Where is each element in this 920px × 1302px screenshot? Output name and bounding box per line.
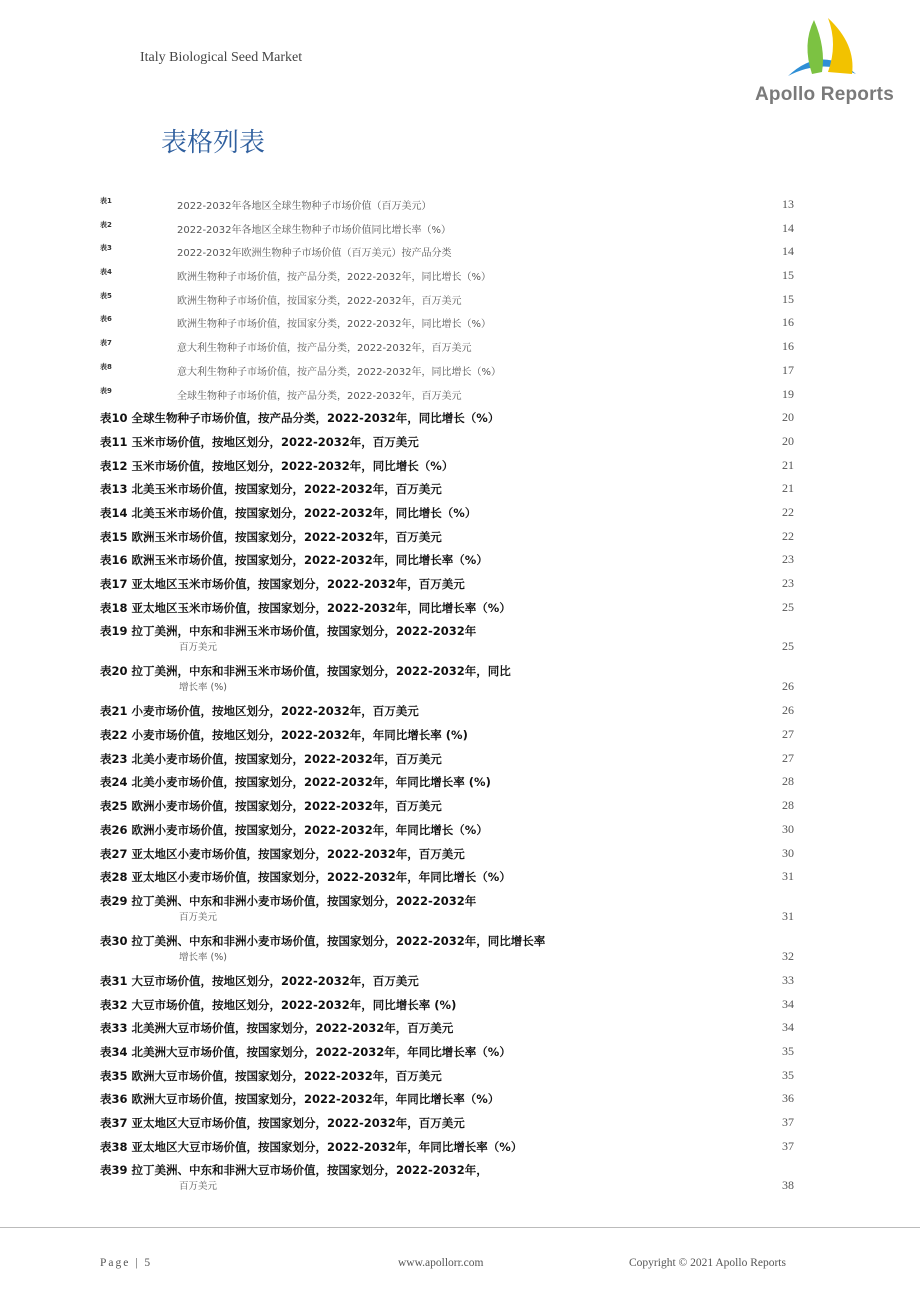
toc-table-title: 欧洲生物种子市场价值，按国家分类，2022-2032年，百万美元 [177,295,462,307]
toc-table-title: 意大利生物种子市场价值，按产品分类，2022-2032年，同比增长（%） [177,366,502,378]
page-heading: 表格列表 [161,128,266,158]
toc-row[interactable] [100,1113,800,1137]
toc-table-title: 表21 小麦市场价值，按地区划分，2022-2032年，百万美元 [100,704,419,719]
toc-row[interactable] [100,891,800,931]
toc-page-number: 35 [782,1043,794,1058]
toc-row[interactable] [100,796,800,820]
toc-table-title: 表11 玉米市场价值，按地区划分，2022-2032年，百万美元 [100,434,419,449]
toc-row[interactable] [100,290,800,314]
toc-row[interactable] [100,1137,800,1161]
toc-row[interactable] [100,550,800,574]
toc-table-title: 表13 北美玉米市场价值，按国家划分，2022-2032年，百万美元 [100,482,442,497]
footer-copyright: Copyright © 2021 Apollo Reports [629,1257,786,1269]
toc-table-title: 表14 北美玉米市场价值，按国家划分，2022-2032年，同比增长（%） [100,505,477,520]
toc-table-title: 表38 亚太地区大豆市场价值，按国家划分，2022-2032年，年同比增长率（%） [100,1139,523,1154]
toc-table-title: 2022-2032年各地区全球生物种子市场价值同比增长率（%） [177,224,452,236]
toc-page-number: 37 [782,1138,794,1153]
toc-row[interactable] [100,725,800,749]
toc-table-title: 表15 欧洲玉米市场价值，按国家划分，2022-2032年，百万美元 [100,529,442,544]
toc-page-number: 37 [782,1115,794,1129]
toc-page-number: 23 [782,552,794,567]
toc-table-number: 表4 [100,268,112,277]
toc-row[interactable] [100,772,800,796]
toc-table-title: 表23 北美小麦市场价值，按国家划分，2022-2032年，百万美元 [100,751,442,766]
toc-table-title: 表30 拉丁美洲、中东和非洲小麦市场价值，按国家划分，2022-2032年，同比增长率 [100,933,546,948]
toc-page-number: 14 [782,244,794,259]
toc-row[interactable] [100,574,800,598]
toc-page-number: 30 [782,845,794,860]
toc-row[interactable] [100,661,800,701]
footer-website: www.apollorr.com [398,1257,484,1269]
toc-page-number: 14 [782,220,794,235]
toc-row[interactable] [100,1018,800,1042]
toc-table-title: 表12 玉米市场价值，按地区划分，2022-2032年，同比增长（%） [100,458,454,473]
toc-page-number: 27 [782,727,794,742]
toc-table-title: 表22 小麦市场价值，按地区划分，2022-2032年，年同比增长率 (%) [100,728,468,743]
toc-table-title: 表27 亚太地区小麦市场价值，按国家划分，2022-2032年，百万美元 [100,846,465,861]
toc-row[interactable] [100,242,800,266]
toc-table-title: 意大利生物种子市场价值，按产品分类，2022-2032年，百万美元 [177,343,472,355]
toc-table-title: 表17 亚太地区玉米市场价值，按国家划分，2022-2032年，百万美元 [100,577,465,591]
toc-table-title-continued: 增长率 (%) [179,682,227,694]
toc-page-number: 21 [782,457,794,472]
toc-page-number: 38 [782,1178,794,1193]
toc-table-number: 表1 [100,197,112,205]
toc-page-number: 31 [782,869,794,884]
toc-table-number: 表9 [100,386,112,395]
toc-page-number: 20 [782,410,794,425]
toc-page-number: 17 [782,362,794,377]
toc-table-title-continued: 百万美元 [179,642,218,654]
toc-row[interactable] [100,527,800,551]
toc-table-title: 表34 北美洲大豆市场价值，按国家划分，2022-2032年，年同比增长率（%） [100,1044,511,1059]
toc-table-number: 表7 [100,339,112,348]
header-title: Italy Biological Seed Market [140,50,303,65]
toc-table-number: 表2 [100,220,112,229]
toc-table-number: 表5 [100,291,112,300]
toc-row[interactable] [100,844,800,868]
toc-row[interactable] [100,1160,800,1200]
toc-page-number: 31 [782,908,794,923]
toc-table-title: 表36 欧洲大豆市场价值，按国家划分，2022-2032年，年同比增长率（%） [100,1092,500,1107]
toc-page-number: 25 [782,639,794,654]
toc-table-title-continued: 百万美元 [179,911,218,923]
toc-row[interactable] [100,313,800,337]
toc-page-number: 16 [782,339,794,354]
toc-row[interactable] [100,1066,800,1090]
toc-table-title: 表29 拉丁美洲、中东和非洲小麦市场价值，按国家划分，2022-2032年 [100,893,477,908]
toc-table-number: 表6 [100,315,112,324]
toc-table-title: 表25 欧洲小麦市场价值，按国家划分，2022-2032年，百万美元 [100,799,442,814]
toc-row[interactable] [100,337,800,361]
toc-page-number: 22 [782,504,794,519]
toc-page-number: 15 [782,291,794,306]
toc-table-title: 表28 亚太地区小麦市场价值，按国家划分，2022-2032年，年同比增长（%） [100,870,511,885]
toc-page-number: 28 [782,774,794,789]
toc-page-number: 19 [782,386,794,401]
table-of-tables [100,195,800,1200]
toc-page-number: 25 [782,599,794,614]
toc-page-number: 36 [782,1091,794,1106]
toc-page-number: 35 [782,1067,794,1082]
toc-row[interactable] [100,971,800,995]
toc-table-title: 2022-2032年各地区全球生物种子市场价值（百万美元） [177,201,432,212]
toc-row[interactable] [100,931,800,971]
toc-row[interactable] [100,1089,800,1113]
toc-row[interactable] [100,621,800,661]
toc-table-title: 表10 全球生物种子市场价值，按产品分类，2022-2032年，同比增长（%） [100,411,500,426]
toc-table-title: 表16 欧洲玉米市场价值，按国家划分，2022-2032年，同比增长率（%） [100,553,488,568]
toc-table-title: 表31 大豆市场价值，按地区划分，2022-2032年，百万美元 [100,973,419,988]
toc-row[interactable] [100,749,800,773]
toc-page-number: 32 [782,948,794,963]
toc-table-title: 欧洲生物种子市场价值，按国家分类，2022-2032年，同比增长（%） [177,319,492,331]
toc-page-number: 22 [782,528,794,543]
toc-table-title: 表37 亚太地区大豆市场价值，按国家划分，2022-2032年，百万美元 [100,1116,465,1130]
toc-row[interactable] [100,820,800,844]
toc-table-title: 表26 欧洲小麦市场价值，按国家划分，2022-2032年，年同比增长（%） [100,822,488,837]
toc-page-number: 30 [782,821,794,836]
toc-table-title: 表19 拉丁美洲，中东和非洲玉米市场价值，按国家划分，2022-2032年 [100,624,477,639]
toc-page-number: 28 [782,798,794,813]
toc-row[interactable] [100,219,800,243]
toc-table-title: 表20 拉丁美洲，中东和非洲玉米市场价值，按国家划分，2022-2032年，同比 [100,664,511,679]
toc-page-number: 21 [782,481,794,496]
toc-row[interactable] [100,432,800,456]
toc-page-number: 20 [782,433,794,448]
toc-table-number: 表8 [100,362,112,371]
toc-page-number: 26 [782,679,794,694]
toc-table-title: 表35 欧洲大豆市场价值，按国家划分，2022-2032年，百万美元 [100,1068,442,1083]
leaf-logo-icon [752,14,897,86]
toc-table-title: 表39 拉丁美洲、中东和非洲大豆市场价值，按国家划分，2022-2032年， [100,1163,488,1178]
toc-row[interactable] [100,867,800,891]
toc-row[interactable] [100,598,800,622]
toc-page-number: 13 [782,197,794,211]
toc-row[interactable] [100,195,800,219]
toc-row[interactable] [100,1042,800,1066]
toc-row[interactable] [100,361,800,385]
toc-row[interactable] [100,995,800,1019]
toc-table-title: 2022-2032年欧洲生物种子市场价值（百万美元）按产品分类 [177,248,452,260]
toc-row[interactable] [100,701,800,725]
toc-table-title: 全球生物种子市场价值，按产品分类，2022-2032年，百万美元 [177,390,462,402]
toc-row[interactable] [100,385,800,409]
toc-row[interactable] [100,266,800,290]
toc-page-number: 26 [782,703,794,718]
toc-table-title-continued: 增长率 (%) [179,951,227,963]
footer-page-number: Page | 5 [100,1257,153,1269]
toc-page-number: 16 [782,315,794,330]
toc-page-number: 15 [782,268,794,283]
toc-table-title: 表18 亚太地区玉米市场价值，按国家划分，2022-2032年，同比增长率（%） [100,600,511,615]
toc-row[interactable] [100,408,800,432]
toc-page-number: 34 [782,1020,794,1035]
toc-table-title: 欧洲生物种子市场价值，按产品分类，2022-2032年，同比增长（%） [177,272,492,284]
logo-text: Apollo Reports [755,84,894,105]
toc-page-number: 33 [782,972,794,987]
toc-row[interactable] [100,456,800,480]
toc-row[interactable] [100,503,800,527]
apollo-logo [752,14,897,110]
toc-table-title-continued: 百万美元 [179,1181,218,1193]
toc-row[interactable] [100,479,800,503]
toc-table-number: 表3 [100,244,112,253]
toc-page-number: 34 [782,996,794,1011]
toc-table-title: 表33 北美洲大豆市场价值，按国家划分，2022-2032年，百万美元 [100,1021,454,1036]
toc-page-number: 23 [782,576,794,590]
footer-divider [0,1227,920,1228]
toc-table-title: 表24 北美小麦市场价值，按国家划分，2022-2032年，年同比增长率 (%) [100,775,491,790]
toc-table-title: 表32 大豆市场价值，按地区划分，2022-2032年，同比增长率 (%) [100,997,457,1012]
toc-page-number: 27 [782,750,794,765]
